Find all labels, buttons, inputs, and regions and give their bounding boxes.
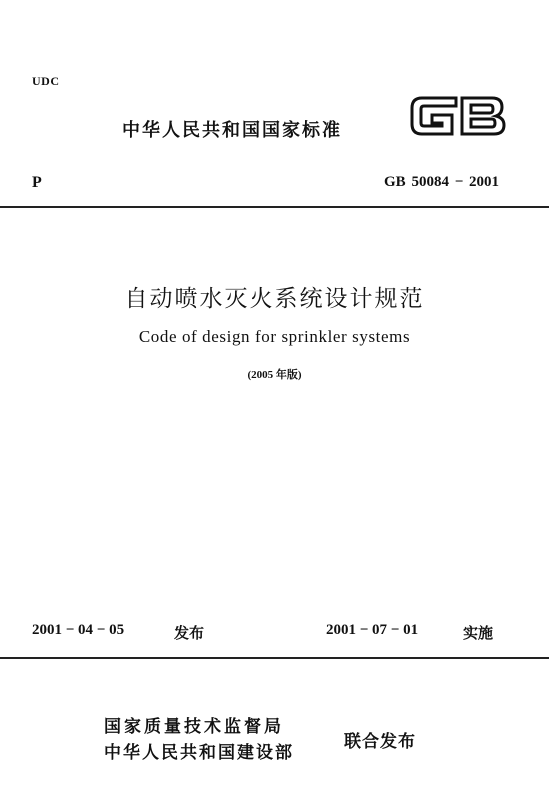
udc-label: UDC (32, 74, 60, 88)
implement-label: 实施 (463, 624, 494, 642)
standard-organization: 中华人民共和国国家标准 (122, 120, 342, 141)
standard-number: GB 50084 − 2001 (384, 174, 499, 190)
top-divider (0, 206, 549, 208)
publish-date: 2001 − 04 − 05 (32, 622, 125, 638)
publish-label: 发布 (174, 624, 205, 642)
joint-publish-label: 联合发布 (344, 732, 416, 752)
gb-logo (408, 90, 508, 142)
edition-label: (2005 年版) (247, 369, 302, 381)
issuer-quality-bureau: 国家质量技术监督局 (104, 717, 284, 737)
implement-date: 2001 − 07 − 01 (326, 622, 419, 638)
category-code: P (32, 174, 42, 191)
title-chinese: 自动喷水灭火系统设计规范 (124, 286, 425, 312)
gb-logo-icon (408, 90, 508, 142)
title-english: Code of design for sprinkler systems (138, 327, 411, 346)
bottom-divider (0, 657, 549, 659)
issuer-construction-ministry: 中华人民共和国建设部 (104, 743, 294, 763)
